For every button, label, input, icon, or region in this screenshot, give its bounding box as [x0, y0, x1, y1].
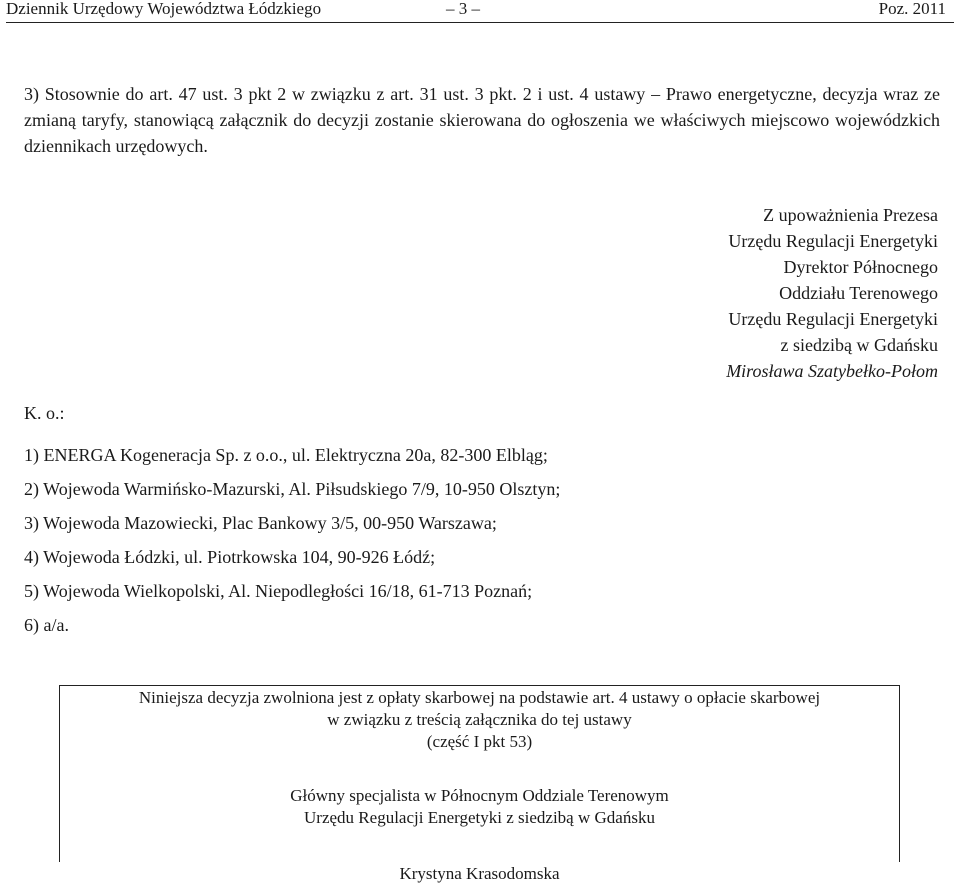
signature-line: Urzędu Regulacji Energetyki: [728, 231, 938, 251]
page-number: – 3 –: [446, 0, 480, 18]
list-item: 3) Wojewoda Mazowiecki, Plac Bankowy 3/5, 00-950 Warszawa;: [24, 513, 497, 533]
signature-line: Urzędu Regulacji Energetyki: [728, 309, 938, 329]
signature-line: z siedzibą w Gdańsku: [780, 335, 938, 355]
fee-line: (część I pkt 53): [426, 732, 533, 751]
signature-line: Z upoważnienia Prezesa: [763, 205, 938, 225]
specialist-title: Główny specjalista w Północnym Oddziale Terenowym: [290, 786, 669, 805]
distribution-heading: K. o.:: [24, 403, 65, 423]
list-item: 4) Wojewoda Łódzki, ul. Piotrkowska 104, 90-926 Łódź;: [24, 547, 436, 567]
list-item: 6) a/a.: [24, 615, 69, 635]
specialist-name: Krystyna Krasodomska: [399, 864, 560, 883]
journal-title: Dziennik Urzędowy Województwa Łódzkiego: [6, 0, 322, 18]
page-header: [6, 0, 954, 23]
signature-line: Dyrektor Północnego: [783, 257, 938, 277]
list-item: 2) Wojewoda Warmińsko-Mazurski, Al. Piłsudskiego 7/9, 10-950 Olsztyn;: [24, 479, 561, 499]
position-number: Poz. 2011: [878, 0, 946, 18]
signer-name: Mirosława Szatybełko-Połom: [726, 361, 938, 381]
fee-exemption-box: [59, 685, 900, 883]
list-item: 5) Wojewoda Wielkopolski, Al. Niepodległości 16/18, 61-713 Poznań;: [24, 581, 533, 601]
distribution-list: [24, 438, 940, 642]
fee-line: w związku z treścią załącznika do tej ustawy: [327, 710, 632, 729]
signature-block: [558, 202, 938, 384]
fee-line: Niniejsza decyzja zwolniona jest z opłaty skarbowej na podstawie art. 4 ustawy o opłacie skarbowej: [138, 688, 821, 707]
specialist-title: Urzędu Regulacji Energetyki z siedzibą w Gdańsku: [304, 808, 655, 827]
list-item: 1) ENERGA Kogeneracja Sp. z o.o., ul. Elektryczna 20a, 82-300 Elbląg;: [24, 445, 548, 465]
signature-line: Oddziału Terenowego: [779, 283, 938, 303]
decision-paragraph: 3) Stosownie do art. 47 ust. 3 pkt 2 w związku z art. 31 ust. 3 pkt. 2 i ust. 4 ustawy – Prawo energetyczne, decyzja wraz ze zmianą taryfy, stanowiącą załącznik do decyzji zostanie skierowana do ogłoszenia we właściwych miejscowo wojewódzkich dziennikach urzędowych.: [24, 84, 940, 156]
